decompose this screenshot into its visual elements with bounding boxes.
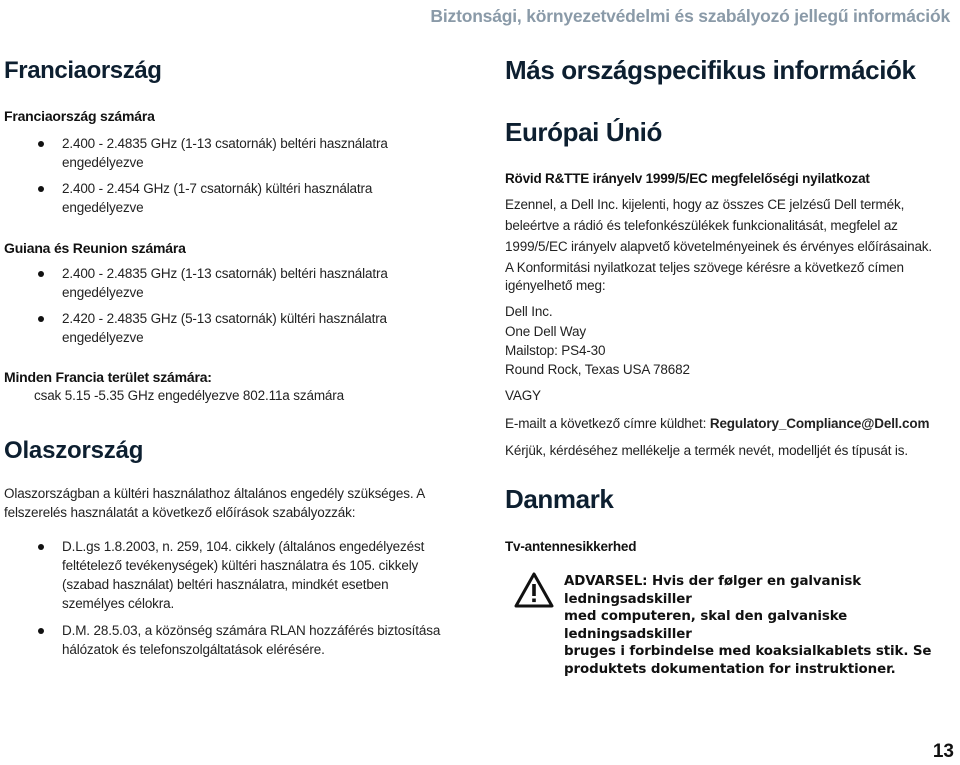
rtte-text-line-3: 1999/5/EC irányelv alapvető követelményeinek és érvényes előírásainak. (505, 239, 932, 254)
rtte-text-line-5: igényelhető meg: (505, 278, 606, 293)
guiana-item-1-line-2: engedélyezve (62, 285, 144, 300)
bullet-icon (38, 316, 44, 322)
running-header: Biztonsági, környezetvédelmi és szabályozó jellegű információk (430, 6, 950, 26)
italy-item-1-line-1: D.L.gs 1.8.2003, n. 259, 104. cikkely (általános engedélyezést (62, 539, 425, 554)
france-item-1-line-1: 2.400 - 2.4835 GHz (1-13 csatornák) beltéri használatra (62, 136, 388, 151)
address-line-4: Round Rock, Texas USA 78682 (505, 362, 690, 377)
address-line-3: Mailstop: PS4-30 (505, 343, 606, 358)
page-number: 13 (932, 741, 954, 762)
italy-item-1-line-4: személyes célokra. (62, 596, 175, 611)
rtte-title: Rövid R&TTE irányelv 1999/5/EC megfelelőségi nyilatkozat (505, 171, 870, 186)
guiana-section-title: Guiana és Reunion számára (4, 240, 186, 256)
guiana-item-2-line-2: engedélyezve (62, 330, 144, 345)
bullet-icon (38, 544, 44, 550)
italy-intro-line-1: Olaszországban a kültéri használathoz általános engedély szükséges. A (4, 486, 426, 501)
bullet-icon (38, 271, 44, 277)
italy-heading: Olaszország (4, 437, 144, 464)
email-line (505, 414, 929, 434)
warning-text (564, 573, 959, 678)
warning-line-1: ADVARSEL: Hvis der følger en galvanisk ledningsadskiller (564, 574, 862, 607)
italy-item-2-line-2: hálózatok és telefonszolgáltatások elérésére. (62, 642, 325, 657)
email-link[interactable]: Regulatory_Compliance@Dell.com (709, 416, 930, 431)
eu-heading: Európai Únió (505, 117, 662, 147)
france-item-1-line-2: engedélyezve (62, 155, 144, 170)
bullet-icon (38, 186, 44, 192)
italy-item-1-line-3: (szabad használat) beltéri használatra, mindkét esetben (62, 577, 389, 592)
request-text: Kérjük, kérdéséhez mellékelje a termék nevét, modelljét és típusát is. (505, 443, 908, 458)
france-heading: Franciaország (4, 57, 162, 84)
address-line-2: One Dell Way (505, 324, 586, 339)
email-prefix: E-mailt a következő címre küldhet: (505, 416, 710, 431)
other-countries-heading: Más országspecifikus információk (505, 55, 916, 85)
denmark-heading: Danmark (505, 484, 614, 514)
warning-line-4: produktets dokumentation for instruktioner. (564, 661, 896, 677)
guiana-item-2-line-1: 2.420 - 2.4835 GHz (5-13 csatornák) kültéri használatra (62, 311, 387, 326)
all-french-section-title: Minden Francia terület számára: (4, 369, 212, 385)
italy-item-2-line-1: D.M. 28.5.03, a közönség számára RLAN hozzáférés biztosítása (62, 623, 441, 638)
bullet-icon (38, 628, 44, 634)
rtte-text-line-2: beleértve a rádió és telefonkészülékek funkcionalitását, megfelel az (505, 218, 898, 233)
italy-item-1-line-2: feltételező tevékenységek) kültéri használatra és 105. cikkely (62, 558, 419, 573)
rtte-text-line-1: Ezennel, a Dell Inc. kijelenti, hogy az összes CE jelzésű Dell termék, (505, 197, 905, 212)
warning-triangle-icon (514, 572, 554, 608)
bullet-icon (38, 141, 44, 147)
address-line-1: Dell Inc. (505, 304, 553, 319)
warning-line-3: bruges i forbindelse med koaksialkablets stik. Se (564, 644, 932, 659)
france-section-title: Franciaország számára (4, 108, 155, 124)
guiana-item-1-line-1: 2.400 - 2.4835 GHz (1-13 csatornák) beltéri használatra (62, 266, 388, 281)
warning-line-2: med computeren, skal den galvaniske ledningsadskiller (564, 609, 848, 642)
italy-intro-line-2: felszerelés használatát a következő előírások szabályozzák: (4, 505, 356, 520)
all-french-section-text: csak 5.15 -5.35 GHz engedélyezve 802.11a számára (34, 388, 344, 403)
tv-antenna-title: Tv-antennesikkerhed (505, 539, 637, 554)
or-text: VAGY (505, 388, 541, 403)
france-item-2-line-2: engedélyezve (62, 200, 144, 215)
rtte-text-line-4: A Konformitási nyilatkozat teljes szövege kérésre a következő címen (505, 260, 904, 275)
france-item-2-line-1: 2.400 - 2.454 GHz (1-7 csatornák) kültéri használatra (62, 181, 373, 196)
